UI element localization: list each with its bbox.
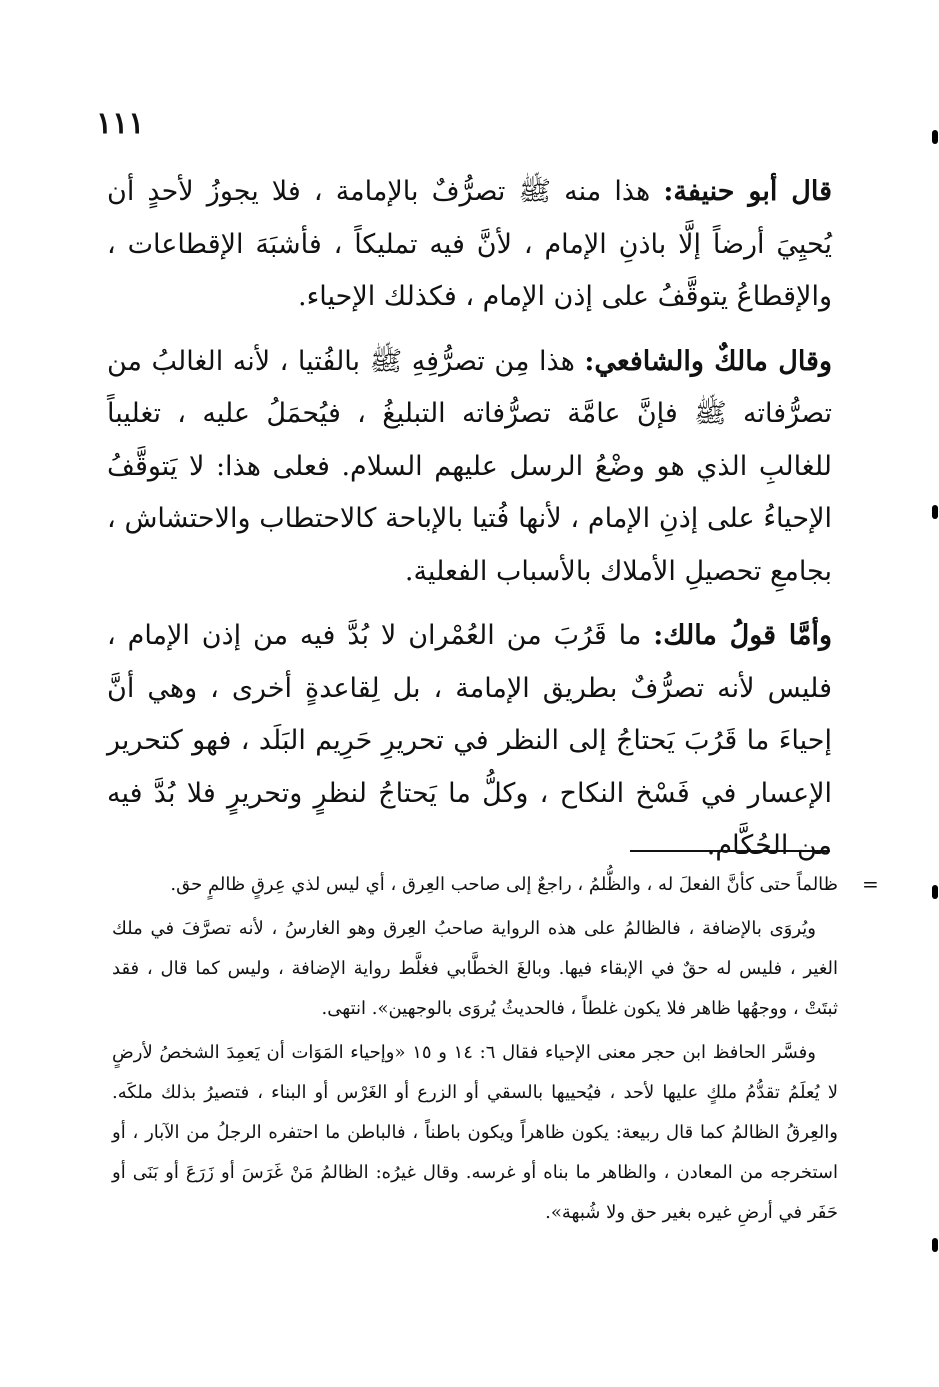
footnote-paragraph: وفسَّر الحافظ ابن حجر معنى الإحياء فقال ٦: ١٤ و ١٥ «وإحياء المَوَات أن يَعمِدَ الشخصُ لأرضٍ لا يُعلَمُ تقدُّمُ ملكٍ عليها لأحد ، فيُحييها بالسقي أو الزرع أو الغَرْس أو البناء ، فتصيرُ بذلك ملكَه. والعِرقُ الظالمُ كما قال ربيعة: يكون ظاهراً ويكون باطناً ، فالباطن ما احتفره الرجلُ من الآبار ، أو استخرجه من المعادن ، والظاهر ما بناه أو غرسه. وقال غيرُه: الظالمُ مَنْ غَرَسَ أو زَرَعَ أو بَنَى أو حَفَر في أرضِ غيره بغير حق ولا شُبهة». (112, 1042, 838, 1223)
main-paragraph (107, 336, 832, 599)
paragraph-text: هذا منه ﷺ تصرُّفٌ بالإمامة ، فلا يجوزُ لأحدٍ أن يُحيِيَ أرضاً إلَّا باذنِ الإمام ، لأنَّ فيه تمليكاً ، فأشبَهَ الإقطاعات ، والإقطاعُ يتوقَّفُ على إذن الإمام ، فكذلك الإحياء. (107, 176, 832, 312)
main-text (107, 166, 832, 885)
paragraph-lead: وأمَّا قولُ مالك: (653, 620, 832, 651)
scan-edge-mark (932, 505, 938, 519)
paragraph-lead: قال أبو حنيفة: (663, 176, 832, 207)
paragraph-lead: وقال مالكٌ والشافعي: (584, 345, 832, 377)
main-paragraph (107, 166, 832, 324)
scan-edge-mark (932, 885, 938, 899)
footnote-paragraph: ظالماً حتى كأنَّ الفعلَ له ، والظُّلمُ ، راجعٌ إلى صاحب العِرق ، أي ليس لذي عِرقٍ ظالمٍ حق. (170, 874, 838, 895)
main-paragraph (107, 610, 832, 873)
paragraph-text: ما قَرُبَ من العُمْران لا بُدَّ فيه من إذن الإمام ، فليس لأنه تصرُّفٌ بطريق الإمامة ، بل لِقاعدةٍ أخرى ، وهي أنَّ إحياءَ ما قَرُبَ يَحتاجُ إلى النظر في تحريرِ حَرِيم البَلَد ، فهو كتحرير الإعسار في فَسْخ النكاح ، وكلُّ ما يَحتاجُ لنظرٍ وتحريرٍ فلا بُدَّ فيه من الحُكَّام. (107, 620, 832, 861)
scan-edge-mark (932, 1238, 938, 1252)
footnote-separator (630, 850, 830, 852)
page-number: ١١١ (96, 106, 145, 141)
scan-edge-mark (932, 130, 938, 144)
footnote-continuation-mark: = (862, 872, 879, 896)
footnote-paragraph: ويُروَى بالإضافة ، فالظالمُ على هذه الرواية صاحبُ العِرق وهو الغارسُ ، لأنه تصرَّفَ في ملك الغير ، فليس له حقٌ في الإبقاء فيها. وبالغَ الخطَّابي فغلَّط رواية الإضافة ، وليس كما قال ، فقد ثبتَتْ ، ووجهُها ظاهر فلا يكون غلطاً ، فالحديثُ يُروَى بالوجهين». انتهى. (112, 918, 838, 1019)
paragraph-text: هذا مِن تصرُّفِهِ ﷺ بالفُتيا ، لأنه الغالبُ من تصرُّفاته ﷺ فإنَّ عامَّة تصرُّفاته التبليغُ ، فيُحمَلُ عليه ، تغليباً للغالبِ الذي هو وضْعُ الرسل عليهم السلام. فعلى هذا: لا يَتوقَّفُ الإحياءُ على إذنِ الإمام ، لأنها فُتيا بالإباحة كالاحتطاب والاحتشاش ، بجامعِ تحصيلِ الأملاك بالأسباب الفعلية. (107, 345, 832, 587)
footnotes (112, 865, 838, 1237)
